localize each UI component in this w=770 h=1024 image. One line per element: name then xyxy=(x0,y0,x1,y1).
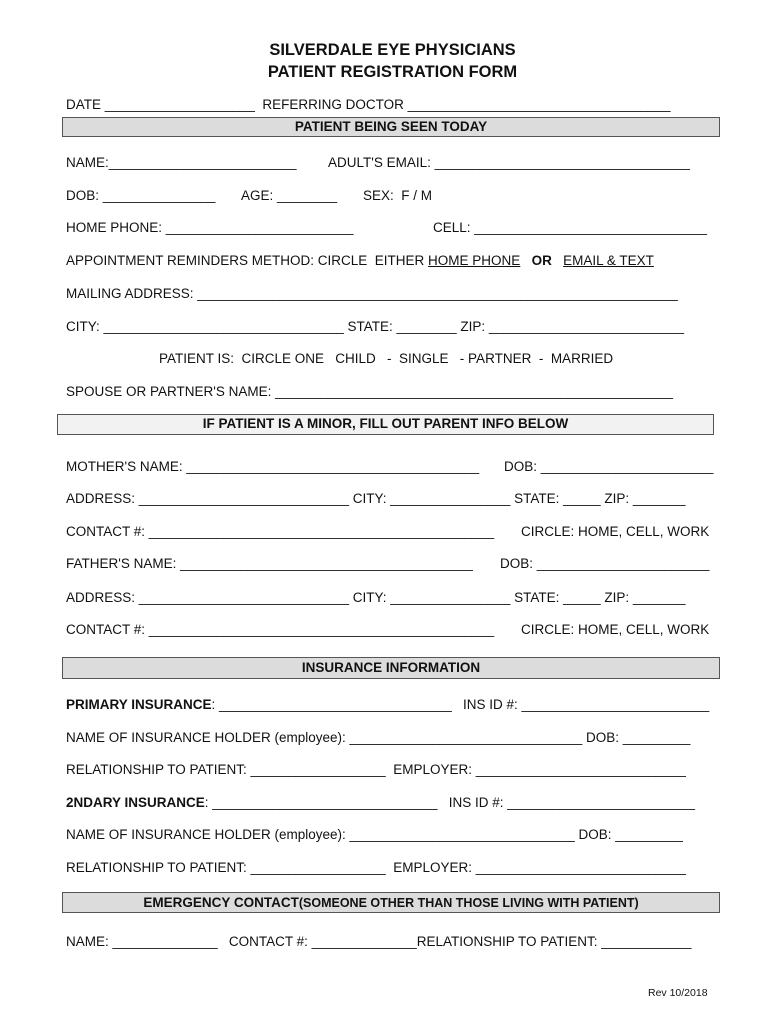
home-phone-field: HOME PHONE: _________________________ xyxy=(66,220,354,235)
section-minor-label: IF PATIENT IS A MINOR, FILL OUT PARENT INFO BELOW xyxy=(202,416,569,431)
section-insurance-label: INSURANCE INFORMATION xyxy=(301,660,481,675)
appointment-reminders-line xyxy=(66,253,654,269)
secondary-insurance-label: 2NDARY INSURANCE xyxy=(66,795,205,810)
sex-field: SEX: F / M xyxy=(363,188,433,203)
father-contact-circle: CIRCLE: HOME, CELL, WORK xyxy=(521,622,710,637)
cell-field: CELL: _______________________________ xyxy=(433,220,708,235)
secondary-insurance-line xyxy=(66,795,695,811)
primary-holder-line: NAME OF INSURANCE HOLDER (employee): _______________________________ DOB: _________ xyxy=(66,730,691,745)
section-emergency-label xyxy=(143,893,638,913)
adult-email-field: ADULT'S EMAIL: __________________________________ xyxy=(328,155,690,170)
mother-contact-field: CONTACT #: ______________________________________________ xyxy=(66,524,495,539)
primary-insurance-fields: : _______________________________ INS ID #: _________________________ xyxy=(211,697,710,712)
reminders-prefix: APPOINTMENT REMINDERS METHOD: CIRCLE EITHER xyxy=(66,253,429,268)
emergency-contact-line: NAME: ______________ CONTACT #: ______________RELATIONSHIP TO PATIENT: ____________ xyxy=(66,934,692,949)
section-patient-label: PATIENT BEING SEEN TODAY xyxy=(294,119,488,134)
mother-address-line: ADDRESS: ____________________________ CITY: ________________ STATE: _____ ZIP: _______ xyxy=(66,491,686,506)
section-patient-header xyxy=(62,117,720,137)
reminder-home-phone: HOME PHONE xyxy=(428,253,521,268)
form-title-line2: PATIENT REGISTRATION FORM xyxy=(267,63,518,81)
secondary-relationship-line: RELATIONSHIP TO PATIENT: __________________ EMPLOYER: ____________________________ xyxy=(66,860,686,875)
section-minor-header xyxy=(57,414,714,435)
dob-field: DOB: _______________ xyxy=(66,188,216,203)
primary-insurance-line xyxy=(66,697,709,713)
father-dob-field: DOB: _______________________ xyxy=(500,556,710,571)
mother-dob-field: DOB: _______________________ xyxy=(504,459,714,474)
father-address-line: ADDRESS: ____________________________ CITY: ________________ STATE: _____ ZIP: _______ xyxy=(66,590,686,605)
spouse-name-field: SPOUSE OR PARTNER'S NAME: _____________________________________________________ xyxy=(66,384,674,399)
reminder-email-text: EMAIL & TEXT xyxy=(563,253,654,268)
emergency-label-rest: (SOMEONE OTHER THAN THOSE LIVING WITH PATIENT) xyxy=(298,896,639,910)
primary-relationship-line: RELATIONSHIP TO PATIENT: __________________ EMPLOYER: ____________________________ xyxy=(66,762,686,777)
date-referring-line: DATE ____________________ REFERRING DOCTOR ___________________________________ xyxy=(66,97,671,112)
patient-name-field: NAME:_________________________ xyxy=(66,155,297,170)
revision-label: Rev 10/2018 xyxy=(648,987,708,999)
form-title-line1: SILVERDALE EYE PHYSICIANS xyxy=(269,41,516,59)
section-insurance-header xyxy=(62,657,720,679)
emergency-label-bold: EMERGENCY CONTACT xyxy=(143,895,299,910)
father-name-field: FATHER'S NAME: _______________________________________ xyxy=(66,556,473,571)
patient-status-line: PATIENT IS: CIRCLE ONE CHILD - SINGLE - PARTNER - MARRIED xyxy=(159,351,614,366)
city-state-zip-line: CITY: ________________________________ STATE: ________ ZIP: __________________________ xyxy=(66,319,685,334)
secondary-insurance-fields: : ______________________________ INS ID #: _________________________ xyxy=(204,795,695,810)
mother-name-field: MOTHER'S NAME: _______________________________________ xyxy=(66,459,480,474)
father-contact-field: CONTACT #: ______________________________________________ xyxy=(66,622,495,637)
age-field: AGE: ________ xyxy=(241,188,338,203)
reminder-or: OR xyxy=(531,253,552,268)
mailing-address-field: MAILING ADDRESS: ________________________________________________________________ xyxy=(66,286,678,301)
mother-contact-circle: CIRCLE: HOME, CELL, WORK xyxy=(521,524,710,539)
secondary-holder-line: NAME OF INSURANCE HOLDER (employee): ______________________________ DOB: _________ xyxy=(66,827,683,842)
primary-insurance-label: PRIMARY INSURANCE xyxy=(66,697,212,712)
section-emergency-header xyxy=(62,892,720,913)
